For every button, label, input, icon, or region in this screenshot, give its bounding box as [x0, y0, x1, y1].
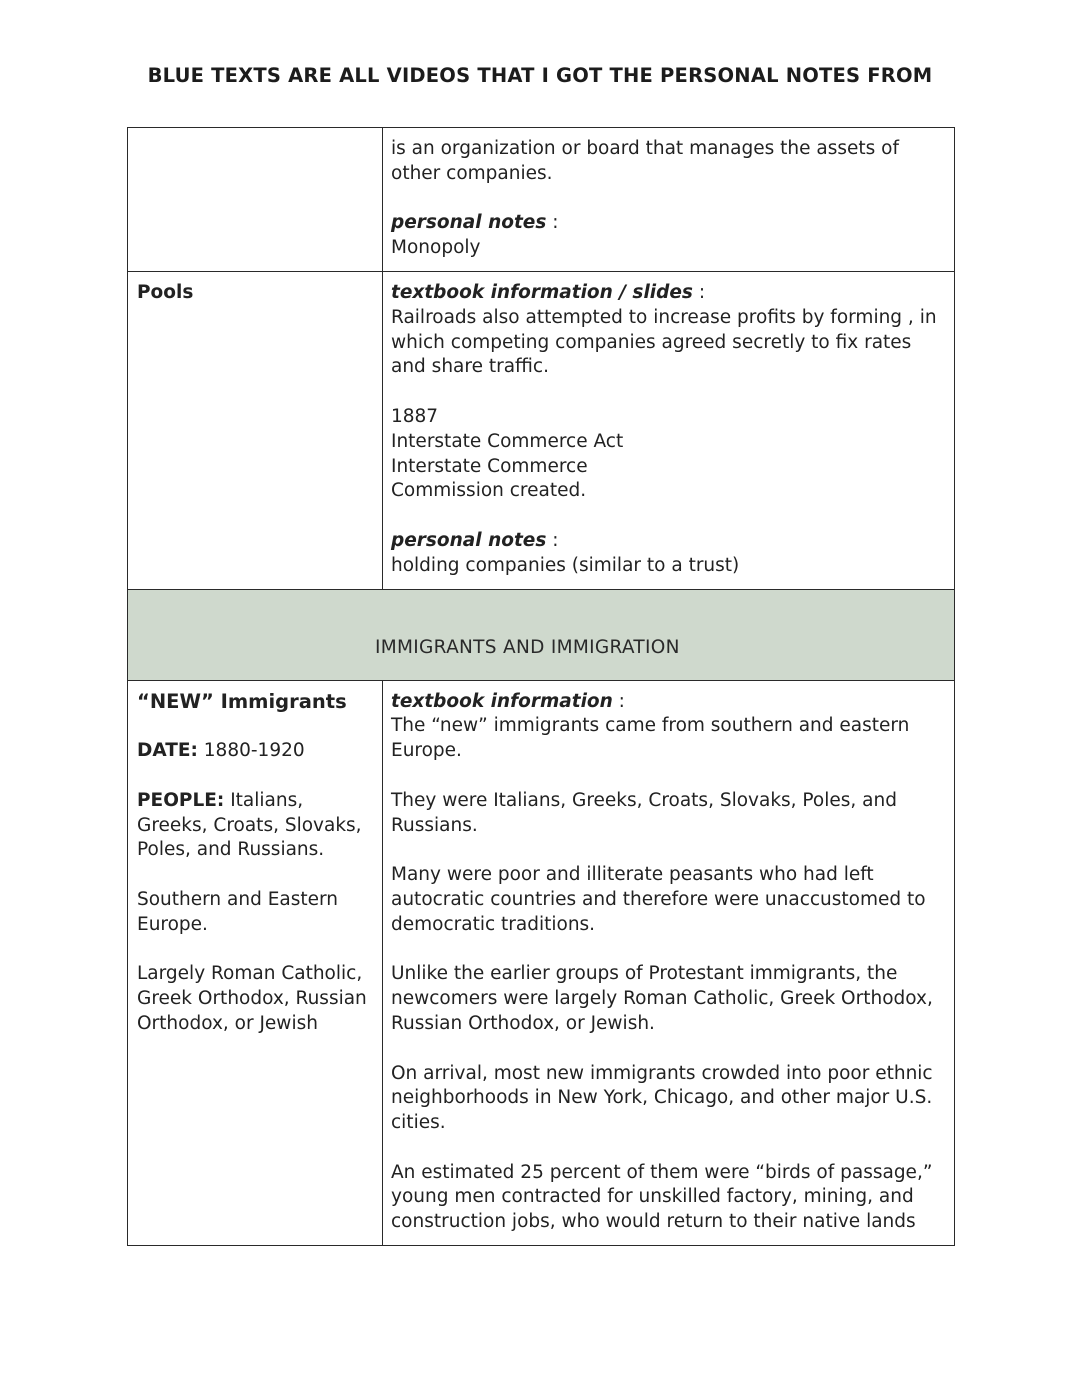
- notes-table: [127, 127, 955, 1246]
- personal-notes-label: personal notes: [391, 529, 547, 551]
- origin-text: Southern and Eastern Europe.: [137, 888, 339, 935]
- section-header: [128, 589, 955, 680]
- paragraph: On arrival, most new immigrants crowded into poor ethnic neighborhoods in New York, Chicago, and other major U.S. cities.: [391, 1062, 933, 1134]
- paragraph: Many were poor and illiterate peasants who had left autocratic countries and therefore were unaccustomed to democratic traditions.: [391, 864, 926, 935]
- table-row: [128, 128, 955, 272]
- personal-notes-text: Monopoly: [391, 237, 481, 259]
- religion-text: Largely Roman Catholic, Greek Orthodox, Russian Orthodox, or Jewish: [137, 963, 367, 1034]
- table-row: [128, 271, 955, 589]
- commission-text: Interstate Commerce: [391, 455, 588, 477]
- label-colon: :: [546, 212, 559, 234]
- paragraph: They were Italians, Greeks, Croats, Slovaks, Poles, and Russians.: [391, 789, 897, 836]
- personal-notes-text: holding companies (similar to a trust): [391, 554, 740, 576]
- paragraph: An estimated 25 percent of them were “birds of passage,” young men contracted for unskilled factory, mining, and construction jobs, who would return to their native lands: [391, 1161, 933, 1233]
- term-label: Pools: [137, 281, 194, 303]
- section-title: IMMIGRANTS AND IMMIGRATION: [375, 636, 680, 658]
- term-cell: [128, 680, 383, 1246]
- paragraph: Unlike the earlier groups of Protestant immigrants, the newcomers were largely Roman Catholic, Greek Orthodox, Russian Orthodox, or Jewish.: [391, 963, 933, 1034]
- definition-text: is an organization or board that manages the assets of other companies.: [391, 138, 899, 184]
- textbook-info-label: textbook information: [391, 690, 613, 712]
- year-text: 1887: [391, 405, 439, 427]
- people-label: PEOPLE:: [137, 789, 225, 811]
- paragraph: The “new” immigrants came from southern and eastern Europe.: [391, 715, 910, 762]
- term-cell: [128, 128, 383, 272]
- definition-cell: [383, 680, 955, 1246]
- definition-cell: [383, 128, 955, 272]
- term-label: [128, 128, 382, 147]
- date-label: DATE:: [137, 740, 198, 762]
- textbook-info-text: Railroads also attempted to increase profits by forming , in which competing companies agreed secretly to fix rates and share traffic.: [391, 306, 937, 378]
- label-colon: :: [546, 529, 559, 551]
- term-label: “NEW” Immigrants: [137, 689, 347, 713]
- page-title: BLUE TEXTS ARE ALL VIDEOS THAT I GOT THE PERSONAL NOTES FROM: [147, 64, 933, 87]
- textbook-info-label: textbook information / slides: [391, 281, 693, 303]
- section-row: [128, 589, 955, 680]
- definition-cell: [383, 271, 955, 589]
- people-value: Italians, Greeks, Croats, Slovaks, Poles, and Russians.: [137, 789, 362, 861]
- date-value: 1880-1920: [197, 740, 305, 762]
- commission-text: Commission created.: [391, 480, 587, 502]
- act-text: Interstate Commerce Act: [391, 430, 624, 452]
- label-colon: :: [612, 690, 625, 712]
- table-row: [128, 680, 955, 1246]
- label-colon: :: [692, 281, 706, 303]
- term-cell: [128, 271, 383, 589]
- personal-notes-label: personal notes: [391, 212, 547, 234]
